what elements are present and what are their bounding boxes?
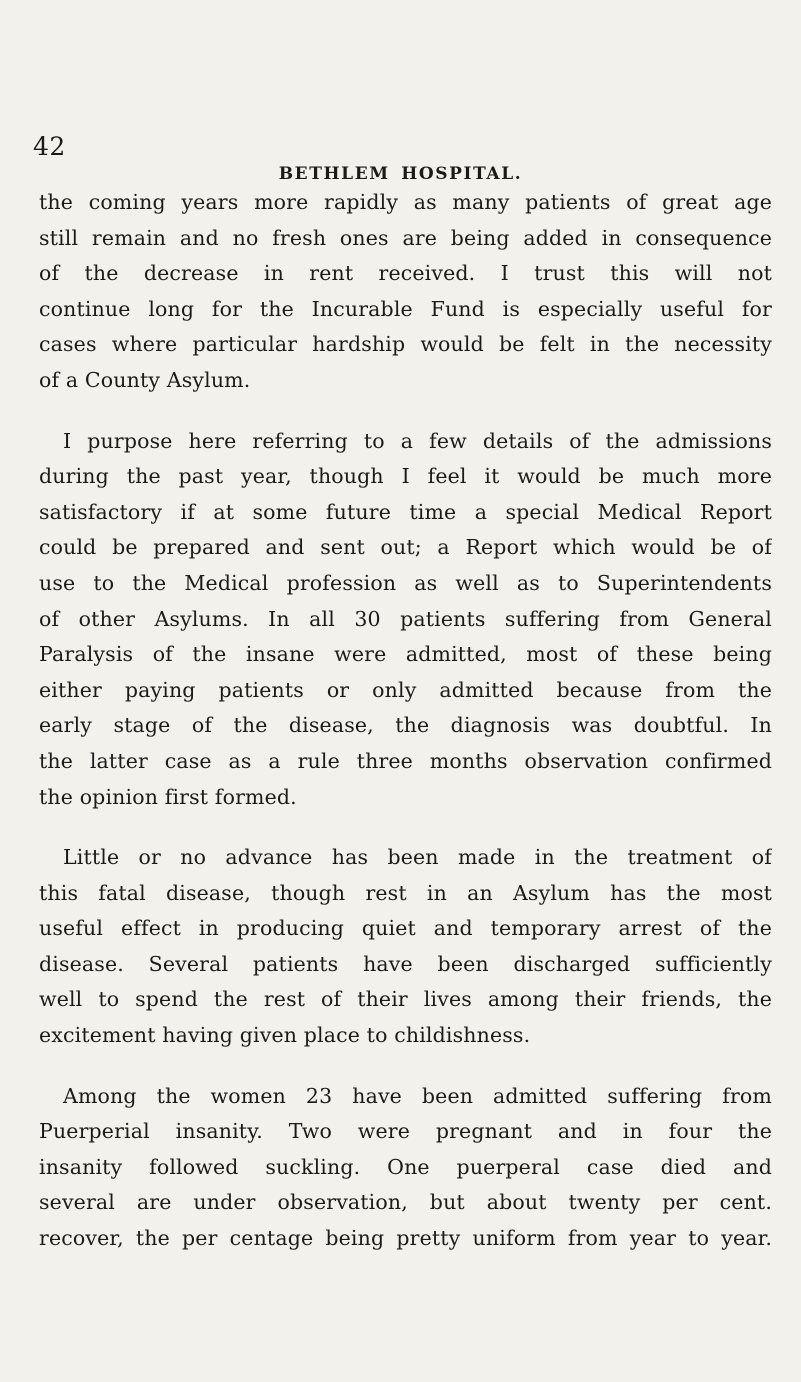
text-line: Among the women 23 have been admitted suffering from	[63, 1083, 772, 1108]
text-line: Paralysis of the insane were admitted, most of these being	[39, 642, 772, 667]
text-line: disease. Several patients have been discharged sufficiently	[39, 951, 772, 976]
text-line: well to spend the rest of their lives among their friends, the	[39, 987, 772, 1012]
text-line: I purpose here referring to a few details of the admissions	[63, 428, 772, 453]
text-line: of a County Asylum.	[39, 367, 251, 392]
text-line: cases where particular hardship would be felt in the necessity	[39, 332, 772, 357]
text-line: recover, the per centage being pretty uniform from year to year.	[39, 1226, 772, 1251]
running-head: BETHLEM HOSPITAL.	[278, 164, 523, 184]
text-line: use to the Medical profession as well as to Superintendents	[39, 570, 772, 595]
text-line: Puerperial insanity. Two were pregnant and in four the	[39, 1119, 772, 1144]
paragraph-4	[39, 1079, 772, 1257]
text-line: could be prepared and sent out; a Report which would be of	[39, 535, 772, 560]
text-line: of other Asylums. In all 30 patients suffering from General	[39, 606, 772, 631]
text-line: insanity followed suckling. One puerperal case died and	[39, 1154, 772, 1179]
paragraph-2	[39, 424, 772, 816]
text-line: useful effect in producing quiet and temporary arrest of the	[39, 916, 772, 941]
body-text	[39, 185, 772, 1282]
text-line: several are under observation, but about twenty per cent.	[39, 1190, 772, 1215]
text-line: the latter case as a rule three months observation confirmed	[39, 748, 772, 773]
text-line: of the decrease in rent received. I trust this will not	[39, 261, 772, 286]
text-line: the coming years more rapidly as many patients of great age	[39, 190, 772, 214]
text-line: early stage of the disease, the diagnosis was doubtful. In	[39, 713, 772, 738]
paragraph-1	[39, 185, 772, 399]
text-line: during the past year, though I feel it would be much more	[39, 464, 772, 489]
text-line: this fatal disease, though rest in an Asylum has the most	[39, 880, 772, 905]
text-line: Little or no advance has been made in the treatment of	[63, 845, 772, 870]
text-line: excitement having given place to childishness.	[39, 1023, 531, 1048]
text-line: either paying patients or only admitted because from the	[39, 677, 772, 702]
page-number: 42	[33, 132, 66, 161]
text-line: the opinion first formed.	[39, 784, 297, 809]
text-line: continue long for the Incurable Fund is especially useful for	[39, 296, 772, 321]
text-line: still remain and no fresh ones are being added in consequence	[39, 225, 772, 250]
text-line: satisfactory if at some future time a special Medical Report	[39, 499, 772, 524]
paragraph-3	[39, 840, 772, 1054]
